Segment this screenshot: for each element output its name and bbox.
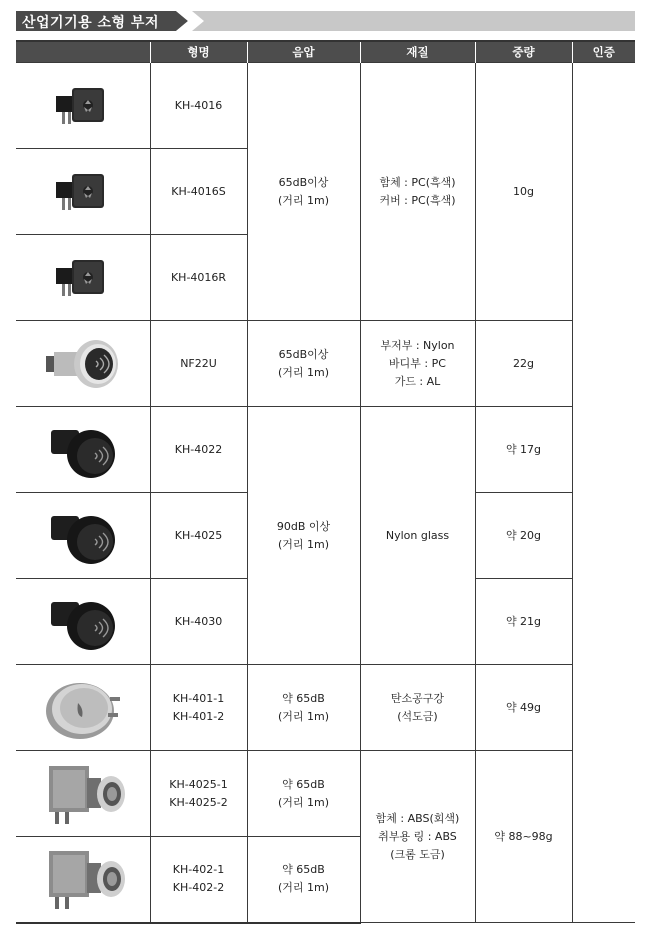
round-black-buzzer-icon (43, 504, 123, 568)
square-buzzer-icon (48, 76, 118, 136)
sound-cell: 65dB이상 (거리 1m) (247, 63, 360, 321)
header-image (16, 41, 150, 63)
header-model: 형명 (150, 41, 247, 63)
model-cell: KH-401-1 KH-401-2 (150, 665, 247, 751)
material-cell: 부저부 : Nylon 바디부 : PC 가드 : AL (360, 321, 475, 407)
header-sound: 음압 (247, 41, 360, 63)
model-cell: KH-402-1 KH-402-2 (150, 837, 247, 923)
weight-cell: 22g (475, 321, 572, 407)
panel-buzzer-icon (35, 758, 131, 830)
cert-cell (572, 63, 635, 923)
square-buzzer-icon (48, 162, 118, 222)
round-black-buzzer-icon (43, 418, 123, 482)
model-cell: KH-4022 (150, 407, 247, 493)
panel-buzzer-icon (35, 843, 131, 915)
square-buzzer-icon (48, 248, 118, 308)
product-image-cell (16, 751, 150, 837)
model-cell: KH-4016S (150, 149, 247, 235)
model-cell: KH-4025 (150, 493, 247, 579)
weight-cell: 약 21g (475, 579, 572, 665)
model-cell: KH-4025-1 KH-4025-2 (150, 751, 247, 837)
product-image-cell (16, 407, 150, 493)
metal-can-buzzer-icon (38, 673, 128, 743)
header-material: 재질 (360, 41, 475, 63)
page-title: 산업기기용 소형 부저 (22, 15, 159, 31)
header-weight: 중량 (475, 41, 572, 63)
material-cell: 함체 : ABS(회색) 취부용 링 : ABS (크롬 도금) (360, 751, 475, 923)
weight-cell: 약 20g (475, 493, 572, 579)
model-cell: NF22U (150, 321, 247, 407)
product-image-cell (16, 579, 150, 665)
model-cell: KH-4030 (150, 579, 247, 665)
material-cell: Nylon glass (360, 407, 475, 665)
product-image-cell (16, 837, 150, 923)
material-cell: 함체 : PC(흑색) 커버 : PC(흑색) (360, 63, 475, 321)
table-row (16, 321, 635, 407)
section-title-bar (16, 11, 635, 31)
product-image-cell (16, 63, 150, 149)
sound-cell: 90dB 이상 (거리 1m) (247, 407, 360, 665)
model-cell: KH-4016R (150, 235, 247, 321)
table-row (16, 665, 635, 751)
spec-table (16, 40, 635, 924)
product-image-cell (16, 235, 150, 321)
product-image-cell (16, 149, 150, 235)
header-row (16, 41, 635, 63)
table-row (16, 407, 635, 493)
product-image-cell (16, 493, 150, 579)
sound-cell: 약 65dB (거리 1m) (247, 751, 360, 837)
weight-cell: 약 88~98g (475, 751, 572, 923)
round-black-buzzer-icon (43, 590, 123, 654)
material-cell: 탄소공구강 (석도금) (360, 665, 475, 751)
sound-cell: 약 65dB (거리 1m) (247, 665, 360, 751)
product-image-cell (16, 321, 150, 407)
weight-cell: 약 17g (475, 407, 572, 493)
weight-cell: 약 49g (475, 665, 572, 751)
model-cell: KH-4016 (150, 63, 247, 149)
sound-cell: 약 65dB (거리 1m) (247, 837, 360, 923)
sound-cell: 65dB이상 (거리 1m) (247, 321, 360, 407)
table-row (16, 751, 635, 837)
weight-cell: 10g (475, 63, 572, 321)
product-image-cell (16, 665, 150, 751)
table-row (16, 63, 635, 149)
round-chrome-buzzer-icon (38, 334, 128, 394)
header-cert: 인증 (572, 41, 635, 63)
